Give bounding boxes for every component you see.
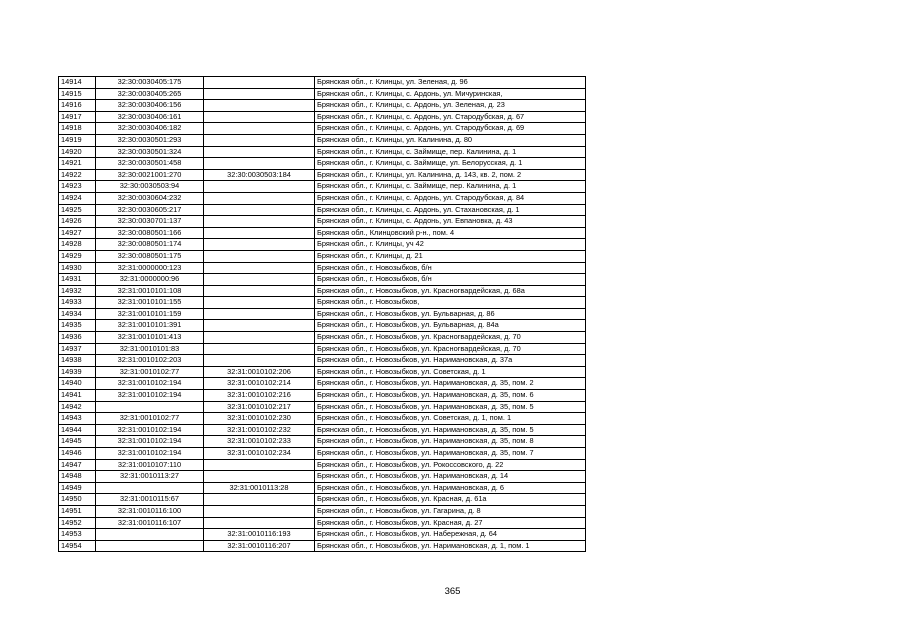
- cadastral-number-cell: 32:31:0010102:203: [96, 355, 204, 367]
- related-cadastral-number-cell: [204, 227, 315, 239]
- row-number-cell: 14920: [59, 146, 96, 158]
- table-row: [59, 401, 586, 413]
- related-cadastral-number-cell: [204, 250, 315, 262]
- related-cadastral-number-cell: 32:31:0010102:206: [204, 366, 315, 378]
- row-number-cell: 14916: [59, 100, 96, 112]
- row-number-cell: 14952: [59, 517, 96, 529]
- cadastral-number-cell: 32:31:0000000:96: [96, 274, 204, 286]
- related-cadastral-number-cell: [204, 471, 315, 483]
- table-body: [59, 77, 586, 552]
- row-number-cell: 14947: [59, 459, 96, 471]
- row-number-cell: 14930: [59, 262, 96, 274]
- cadastral-number-cell: 32:30:0030501:324: [96, 146, 204, 158]
- row-number-cell: 14926: [59, 216, 96, 228]
- address-cell: Брянская обл., г. Новозыбков, б/н: [315, 262, 586, 274]
- cadastral-number-cell: 32:31:0010102:194: [96, 436, 204, 448]
- related-cadastral-number-cell: 32:31:0010102:233: [204, 436, 315, 448]
- related-cadastral-number-cell: [204, 100, 315, 112]
- row-number-cell: 14919: [59, 134, 96, 146]
- table-row: [59, 169, 586, 181]
- related-cadastral-number-cell: [204, 77, 315, 89]
- table-row: [59, 216, 586, 228]
- related-cadastral-number-cell: 32:31:0010116:193: [204, 529, 315, 541]
- related-cadastral-number-cell: [204, 274, 315, 286]
- related-cadastral-number-cell: 32:31:0010102:232: [204, 424, 315, 436]
- cadastral-number-cell: 32:31:0010101:413: [96, 332, 204, 344]
- cadastral-number-cell: 32:31:0010101:155: [96, 297, 204, 309]
- row-number-cell: 14922: [59, 169, 96, 181]
- table-row: [59, 505, 586, 517]
- row-number-cell: 14948: [59, 471, 96, 483]
- table-row: [59, 250, 586, 262]
- table-row: [59, 227, 586, 239]
- cadastral-number-cell: 32:31:0010102:77: [96, 413, 204, 425]
- cadastral-number-cell: 32:30:0080501:166: [96, 227, 204, 239]
- address-cell: Брянская обл., г. Клинцы, с. Ардонь, ул. Стародубская, д. 84: [315, 192, 586, 204]
- address-cell: Брянская обл., г. Новозыбков, ул. Красная, д. 27: [315, 517, 586, 529]
- row-number-cell: 14943: [59, 413, 96, 425]
- related-cadastral-number-cell: [204, 320, 315, 332]
- address-cell: Брянская обл., г. Клинцы, ул. Калинина, д. 143, кв. 2, пом. 2: [315, 169, 586, 181]
- row-number-cell: 14933: [59, 297, 96, 309]
- table-row: [59, 343, 586, 355]
- address-cell: Брянская обл., г. Новозыбков, ул. Наримановская, д. 35, пом. 6: [315, 390, 586, 402]
- cadastral-number-cell: 32:30:0030406:161: [96, 111, 204, 123]
- related-cadastral-number-cell: [204, 262, 315, 274]
- table-row: [59, 413, 586, 425]
- related-cadastral-number-cell: [204, 192, 315, 204]
- table-row: [59, 390, 586, 402]
- cadastral-number-cell: 32:30:0030405:265: [96, 88, 204, 100]
- cadastral-number-cell: 32:30:0030406:156: [96, 100, 204, 112]
- related-cadastral-number-cell: 32:31:0010102:217: [204, 401, 315, 413]
- row-number-cell: 14914: [59, 77, 96, 89]
- row-number-cell: 14931: [59, 274, 96, 286]
- related-cadastral-number-cell: [204, 204, 315, 216]
- table-row: [59, 123, 586, 135]
- row-number-cell: 14941: [59, 390, 96, 402]
- row-number-cell: 14949: [59, 482, 96, 494]
- address-cell: Брянская обл., г. Клинцы, уч 42: [315, 239, 586, 251]
- related-cadastral-number-cell: [204, 343, 315, 355]
- address-cell: Брянская обл., г. Новозыбков, ул. Бульварная, д. 86: [315, 308, 586, 320]
- cadastral-number-cell: 32:30:0021001:270: [96, 169, 204, 181]
- address-cell: Брянская обл., г. Новозыбков, ул. Наримановская, д. 1, пом. 1: [315, 540, 586, 552]
- table-row: [59, 274, 586, 286]
- cadastral-number-cell: 32:30:0030604:232: [96, 192, 204, 204]
- cadastral-number-cell: 32:31:0010101:108: [96, 285, 204, 297]
- row-number-cell: 14946: [59, 448, 96, 460]
- related-cadastral-number-cell: [204, 332, 315, 344]
- address-cell: Брянская обл., г. Новозыбков, ул. Наримановская, д. 35, пом. 7: [315, 448, 586, 460]
- table-row: [59, 448, 586, 460]
- cadastral-number-cell: 32:30:0080501:174: [96, 239, 204, 251]
- address-cell: Брянская обл., г. Новозыбков, ул. Советская, д. 1, пом. 1: [315, 413, 586, 425]
- cadastral-number-cell: 32:31:0010102:194: [96, 424, 204, 436]
- related-cadastral-number-cell: 32:31:0010113:28: [204, 482, 315, 494]
- table-row: [59, 332, 586, 344]
- row-number-cell: 14927: [59, 227, 96, 239]
- related-cadastral-number-cell: [204, 459, 315, 471]
- address-cell: Брянская обл., г. Клинцы, с. Ардонь, ул. Мичуринская,: [315, 88, 586, 100]
- row-number-cell: 14918: [59, 123, 96, 135]
- related-cadastral-number-cell: [204, 239, 315, 251]
- address-cell: Брянская обл., г. Клинцы, с. Ардонь, ул. Стародубская, д. 69: [315, 123, 586, 135]
- row-number-cell: 14938: [59, 355, 96, 367]
- table-row: [59, 204, 586, 216]
- address-cell: Брянская обл., г. Клинцы, с. Ардонь, ул. Евпановка, д. 43: [315, 216, 586, 228]
- address-cell: Брянская обл., г. Новозыбков, ул. Красногвардейская, д. 70: [315, 343, 586, 355]
- cadastral-number-cell: 32:31:0010101:83: [96, 343, 204, 355]
- table-row: [59, 459, 586, 471]
- related-cadastral-number-cell: 32:31:0010102:216: [204, 390, 315, 402]
- address-cell: Брянская обл., г. Новозыбков, ул. Красногвардейская, д. 70: [315, 332, 586, 344]
- address-cell: Брянская обл., г. Клинцы, с. Ардонь, ул. Стахановская, д. 1: [315, 204, 586, 216]
- table-row: [59, 320, 586, 332]
- address-cell: Брянская обл., г. Клинцы, с. Займище, пер. Калинина, д. 1: [315, 181, 586, 193]
- address-cell: Брянская обл., г. Новозыбков, ул. Набережная, д. 64: [315, 529, 586, 541]
- address-cell: Брянская обл., г. Новозыбков, ул. Наримановская, д. 35, пом. 5: [315, 424, 586, 436]
- address-cell: Брянская обл., г. Клинцы, ул. Калинина, д. 80: [315, 134, 586, 146]
- cadastral-number-cell: 32:31:0010116:100: [96, 505, 204, 517]
- related-cadastral-number-cell: [204, 181, 315, 193]
- address-cell: Брянская обл., г. Клинцы, ул. Зеленая, д. 96: [315, 77, 586, 89]
- related-cadastral-number-cell: 32:30:0030503:184: [204, 169, 315, 181]
- address-cell: Брянская обл., г. Новозыбков, ул. Наримановская, д. 35, пом. 2: [315, 378, 586, 390]
- row-number-cell: 14929: [59, 250, 96, 262]
- row-number-cell: 14935: [59, 320, 96, 332]
- related-cadastral-number-cell: [204, 494, 315, 506]
- related-cadastral-number-cell: [204, 216, 315, 228]
- address-cell: Брянская обл., г. Новозыбков, ул. Рокоссовского, д. 22: [315, 459, 586, 471]
- table-row: [59, 262, 586, 274]
- row-number-cell: 14942: [59, 401, 96, 413]
- table-row: [59, 111, 586, 123]
- table-row: [59, 308, 586, 320]
- table-row: [59, 77, 586, 89]
- table-row: [59, 494, 586, 506]
- cadastral-number-cell: 32:30:0080501:175: [96, 250, 204, 262]
- related-cadastral-number-cell: [204, 285, 315, 297]
- table-row: [59, 146, 586, 158]
- row-number-cell: 14940: [59, 378, 96, 390]
- address-cell: Брянская обл., г. Клинцы, с. Ардонь, ул. Зеленая, д. 23: [315, 100, 586, 112]
- row-number-cell: 14944: [59, 424, 96, 436]
- table-row: [59, 471, 586, 483]
- address-cell: Брянская обл., г. Новозыбков, ул. Советская, д. 1: [315, 366, 586, 378]
- address-cell: Брянская обл., г. Новозыбков, ул. Наримановская, д. 35, пом. 8: [315, 436, 586, 448]
- cadastral-number-cell: [96, 401, 204, 413]
- related-cadastral-number-cell: [204, 505, 315, 517]
- cadastral-number-cell: 32:31:0010102:194: [96, 448, 204, 460]
- cadastral-number-cell: 32:30:0030605:217: [96, 204, 204, 216]
- address-cell: Брянская обл., Клинцовский р-н., пом. 4: [315, 227, 586, 239]
- cadastral-number-cell: 32:31:0010107:110: [96, 459, 204, 471]
- row-number-cell: 14915: [59, 88, 96, 100]
- table-row: [59, 436, 586, 448]
- table-row: [59, 366, 586, 378]
- address-cell: Брянская обл., г. Клинцы, с. Ардонь, ул. Стародубская, д. 67: [315, 111, 586, 123]
- cadastral-number-cell: 32:31:0010115:67: [96, 494, 204, 506]
- cadastral-number-cell: 32:31:0010102:194: [96, 390, 204, 402]
- address-cell: Брянская обл., г. Новозыбков, ул. Красная, д. 61а: [315, 494, 586, 506]
- cadastral-number-cell: 32:30:0030503:94: [96, 181, 204, 193]
- row-number-cell: 14917: [59, 111, 96, 123]
- cadastral-number-cell: [96, 482, 204, 494]
- address-cell: Брянская обл., г. Новозыбков, ул. Бульварная, д. 84а: [315, 320, 586, 332]
- address-cell: Брянская обл., г. Новозыбков, ул. Красногвардейская, д. 68а: [315, 285, 586, 297]
- related-cadastral-number-cell: [204, 158, 315, 170]
- row-number-cell: 14953: [59, 529, 96, 541]
- related-cadastral-number-cell: 32:31:0010102:214: [204, 378, 315, 390]
- row-number-cell: 14936: [59, 332, 96, 344]
- cadastral-number-cell: [96, 540, 204, 552]
- table-row: [59, 100, 586, 112]
- cadastral-number-cell: 32:30:0030701:137: [96, 216, 204, 228]
- cadastral-number-cell: 32:30:0030406:182: [96, 123, 204, 135]
- related-cadastral-number-cell: 32:31:0010102:230: [204, 413, 315, 425]
- row-number-cell: 14924: [59, 192, 96, 204]
- row-number-cell: 14939: [59, 366, 96, 378]
- address-cell: Брянская обл., г. Новозыбков, ул. Гагарина, д. 8: [315, 505, 586, 517]
- property-table: [58, 76, 586, 552]
- row-number-cell: 14937: [59, 343, 96, 355]
- table-row: [59, 517, 586, 529]
- table-row: [59, 297, 586, 309]
- table-row: [59, 482, 586, 494]
- address-cell: Брянская обл., г. Новозыбков, ул. Наримановская, д. 6: [315, 482, 586, 494]
- table-row: [59, 158, 586, 170]
- page-number: 365: [444, 586, 461, 597]
- table-row: [59, 529, 586, 541]
- cadastral-number-cell: 32:31:0010101:391: [96, 320, 204, 332]
- related-cadastral-number-cell: [204, 297, 315, 309]
- related-cadastral-number-cell: [204, 134, 315, 146]
- cadastral-number-cell: 32:31:0010116:107: [96, 517, 204, 529]
- table-row: [59, 192, 586, 204]
- related-cadastral-number-cell: [204, 123, 315, 135]
- related-cadastral-number-cell: [204, 355, 315, 367]
- row-number-cell: 14945: [59, 436, 96, 448]
- table-row: [59, 540, 586, 552]
- cadastral-number-cell: 32:30:0030501:458: [96, 158, 204, 170]
- row-number-cell: 14932: [59, 285, 96, 297]
- cadastral-number-cell: 32:30:0030501:293: [96, 134, 204, 146]
- cadastral-number-cell: 32:31:0010113:27: [96, 471, 204, 483]
- cadastral-number-cell: 32:31:0010101:159: [96, 308, 204, 320]
- row-number-cell: 14954: [59, 540, 96, 552]
- address-cell: Брянская обл., г. Новозыбков,: [315, 297, 586, 309]
- row-number-cell: 14921: [59, 158, 96, 170]
- address-cell: Брянская обл., г. Новозыбков, б/н: [315, 274, 586, 286]
- cadastral-number-cell: 32:31:0010102:194: [96, 378, 204, 390]
- related-cadastral-number-cell: [204, 88, 315, 100]
- related-cadastral-number-cell: [204, 308, 315, 320]
- cadastral-number-cell: [96, 529, 204, 541]
- related-cadastral-number-cell: [204, 146, 315, 158]
- related-cadastral-number-cell: [204, 111, 315, 123]
- table-row: [59, 378, 586, 390]
- address-cell: Брянская обл., г. Новозыбков, ул. Наримановская, д. 14: [315, 471, 586, 483]
- address-cell: Брянская обл., г. Новозыбков, ул. Наримановская, д. 35, пом. 5: [315, 401, 586, 413]
- cadastral-number-cell: 32:31:0000000:123: [96, 262, 204, 274]
- address-cell: Брянская обл., г. Новозыбков, ул. Наримановская, д. 37а: [315, 355, 586, 367]
- table-row: [59, 181, 586, 193]
- table-row: [59, 134, 586, 146]
- related-cadastral-number-cell: 32:31:0010116:207: [204, 540, 315, 552]
- row-number-cell: 14923: [59, 181, 96, 193]
- row-number-cell: 14934: [59, 308, 96, 320]
- address-cell: Брянская обл., г. Клинцы, с. Займище, пер. Калинина, д. 1: [315, 146, 586, 158]
- related-cadastral-number-cell: 32:31:0010102:234: [204, 448, 315, 460]
- address-cell: Брянская обл., г. Клинцы, д. 21: [315, 250, 586, 262]
- row-number-cell: 14950: [59, 494, 96, 506]
- table-row: [59, 424, 586, 436]
- row-number-cell: 14951: [59, 505, 96, 517]
- related-cadastral-number-cell: [204, 517, 315, 529]
- table-row: [59, 285, 586, 297]
- cadastral-number-cell: 32:31:0010102:77: [96, 366, 204, 378]
- row-number-cell: 14925: [59, 204, 96, 216]
- table-row: [59, 88, 586, 100]
- address-cell: Брянская обл., г. Клинцы, с. Займище, ул. Белорусская, д. 1: [315, 158, 586, 170]
- cadastral-number-cell: 32:30:0030405:175: [96, 77, 204, 89]
- table-row: [59, 355, 586, 367]
- table-row: [59, 239, 586, 251]
- row-number-cell: 14928: [59, 239, 96, 251]
